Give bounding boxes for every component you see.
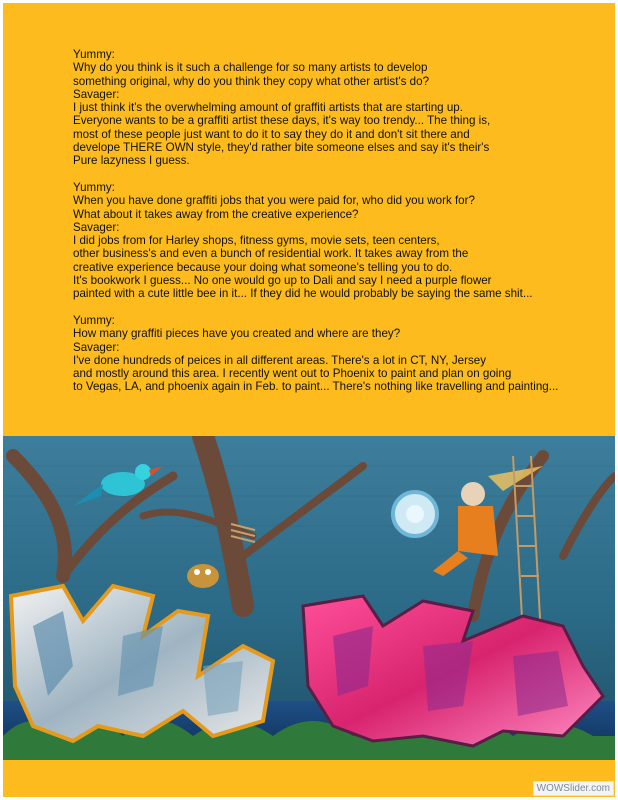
question-line: How many graffiti pieces have you created and where are they? [73,327,401,341]
question-line: something original, why do you think they copy what other artist's do? [73,74,430,88]
answer-line: I did jobs from for Harley shops, fitness gyms, movie sets, teen centers, [73,234,440,248]
answer-line: most of these people just want to do it to say they do it and don't sit there and [73,127,470,141]
answer-speaker: Savager: [73,220,120,234]
answer-line: and mostly around this area. I recently went out to Phoenix to paint and plan on going [73,367,512,381]
answer-line: develope THERE OWN style, they'd rather bite someone elses and say it's their's [73,141,490,155]
answer-line: creative experience because your doing what someone's telling you to do. [73,260,453,274]
answer-line: Pure lazyness I guess. [73,154,190,168]
answer-line: painted with a cute little bee in it... If they did he would probably be saying the same shit... [73,287,533,301]
watermark-badge[interactable]: WOWSlider.com [533,781,614,796]
answer-line: Everyone wants to be a graffiti artist these days, it's way too trendy... The thing is, [73,114,491,128]
question-speaker: Yummy: [73,313,115,327]
question-speaker: Yummy: [73,48,115,61]
answer-line: I've done hundreds of peices in all different areas. There's a lot in CT, NY, Jersey [73,353,487,367]
question-speaker: Yummy: [73,180,115,194]
interview-text [73,48,603,394]
question-line: When you have done graffiti jobs that you were paid for, who did you work for? [73,194,475,208]
answer-line: other business's and even a bunch of residential work. It takes away from the [73,247,469,261]
answer-line: It's bookwork I guess... No one would go up to Dali and say I need a purple flower [73,274,492,288]
question-line: Why do you think is it such a challenge for so many artists to develop [73,61,428,75]
graffiti-mural-image [3,436,615,760]
answer-line: I just think it's the overwhelming amount of graffiti artists that are starting up. [73,101,463,115]
answer-speaker: Savager: [73,340,120,354]
answer-line: to Vegas, LA, and phoenix again in Feb. to paint... There's nothing like travelling and painting... [73,380,559,394]
question-line: What about it takes away from the creative experience? [73,207,359,221]
answer-speaker: Savager: [73,87,120,101]
